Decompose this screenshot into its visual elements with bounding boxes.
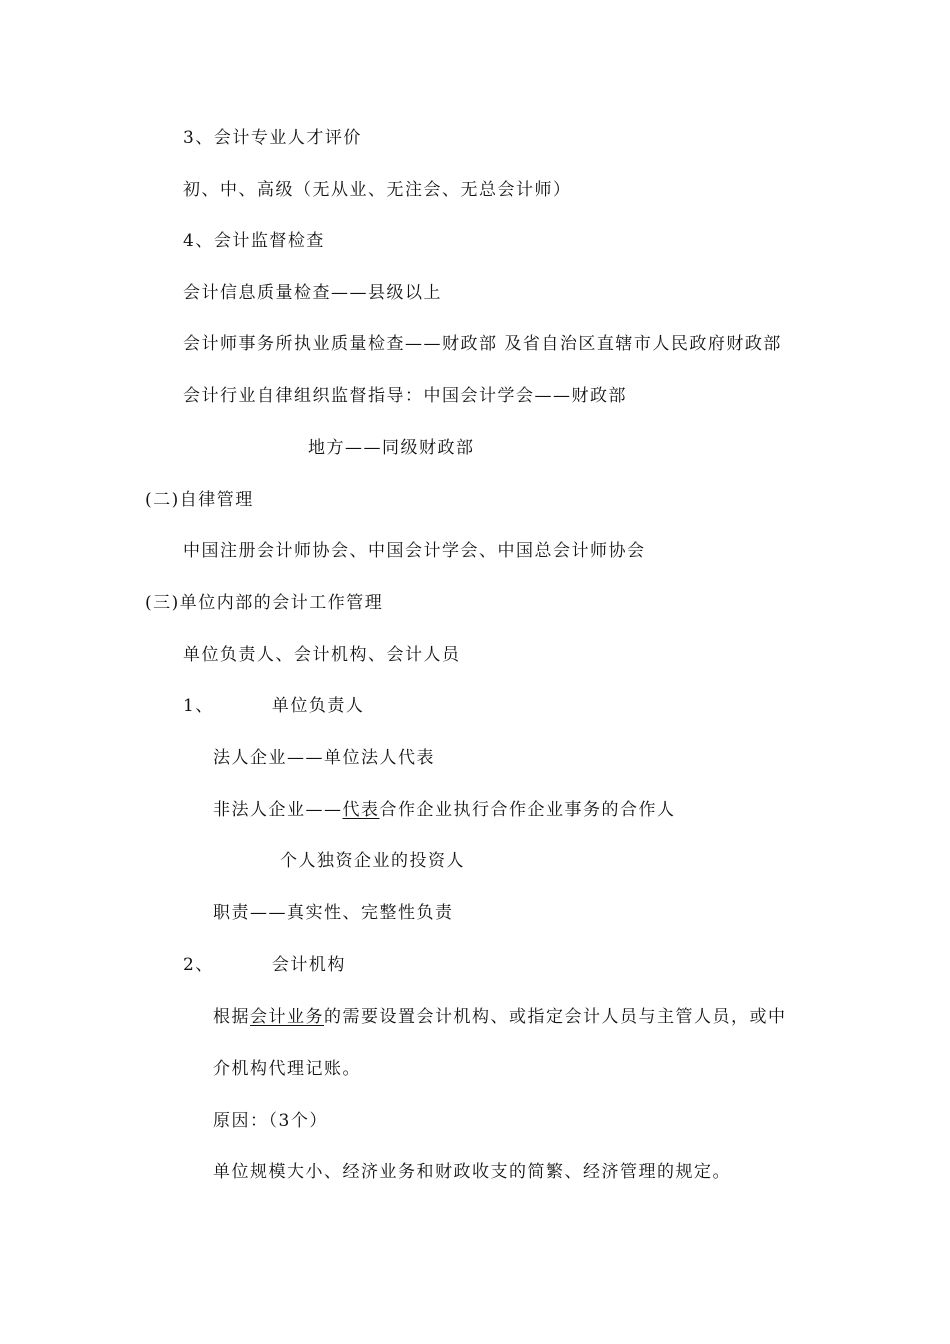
text-non-legal-entity bbox=[213, 799, 676, 821]
text-setup-basis bbox=[213, 1006, 787, 1028]
text-local-finance: 地方——同级财政部 bbox=[308, 438, 475, 458]
text-reason-list: 单位规模大小、经济业务和财政收支的简繁、经济管理的规定。 bbox=[213, 1162, 731, 1182]
text-responsibility: 职责——真实性、完整性负责 bbox=[213, 903, 454, 923]
underlined-text: 代表 bbox=[342, 800, 380, 820]
text-levels: 初、中、高级（无从业、无注会、无总会计师） bbox=[183, 180, 572, 200]
heading-internal-management: (三)单位内部的会计工作管理 bbox=[145, 593, 384, 613]
text-self-regulation-guidance: 会计行业自律组织监督指导：中国会计学会——财政部 bbox=[183, 386, 627, 406]
text-info-quality-check: 会计信息质量检查——县级以上 bbox=[183, 283, 442, 303]
item-title: 会计机构 bbox=[271, 955, 346, 975]
text-agency-bookkeeping: 介机构代理记账。 bbox=[213, 1059, 361, 1079]
text-segment: 非法人企业—— bbox=[213, 800, 343, 820]
heading-talent-evaluation: 3、会计专业人才评价 bbox=[183, 128, 362, 148]
text-segment: 根据 bbox=[213, 1007, 250, 1027]
text-sole-proprietor: 个人独资企业的投资人 bbox=[280, 851, 465, 871]
heading-self-management: (二)自律管理 bbox=[145, 490, 254, 510]
text-segment: 合作企业执行合作企业事务的合作人 bbox=[379, 800, 676, 820]
text-segment: 的需要设置会计机构、或指定会计人员与主管人员，或中 bbox=[324, 1007, 787, 1027]
item-title: 单位负责人 bbox=[271, 696, 365, 716]
heading-unit-head bbox=[183, 695, 364, 717]
heading-accounting-body bbox=[183, 954, 346, 976]
text-firm-quality-check: 会计师事务所执业质量检查——财政部 及省自治区直辖市人民政府财政部 bbox=[183, 334, 782, 354]
text-associations: 中国注册会计师协会、中国会计学会、中国总会计师协会 bbox=[183, 541, 646, 561]
item-number: 1、 bbox=[183, 696, 214, 716]
heading-supervision-check: 4、会计监督检查 bbox=[183, 231, 325, 251]
text-three-parties: 单位负责人、会计机构、会计人员 bbox=[183, 645, 461, 665]
text-reasons: 原因：（3个） bbox=[213, 1111, 328, 1131]
item-number: 2、 bbox=[183, 955, 214, 975]
underlined-text: 会计业务 bbox=[250, 1007, 324, 1027]
text-legal-entity: 法人企业——单位法人代表 bbox=[213, 748, 435, 768]
